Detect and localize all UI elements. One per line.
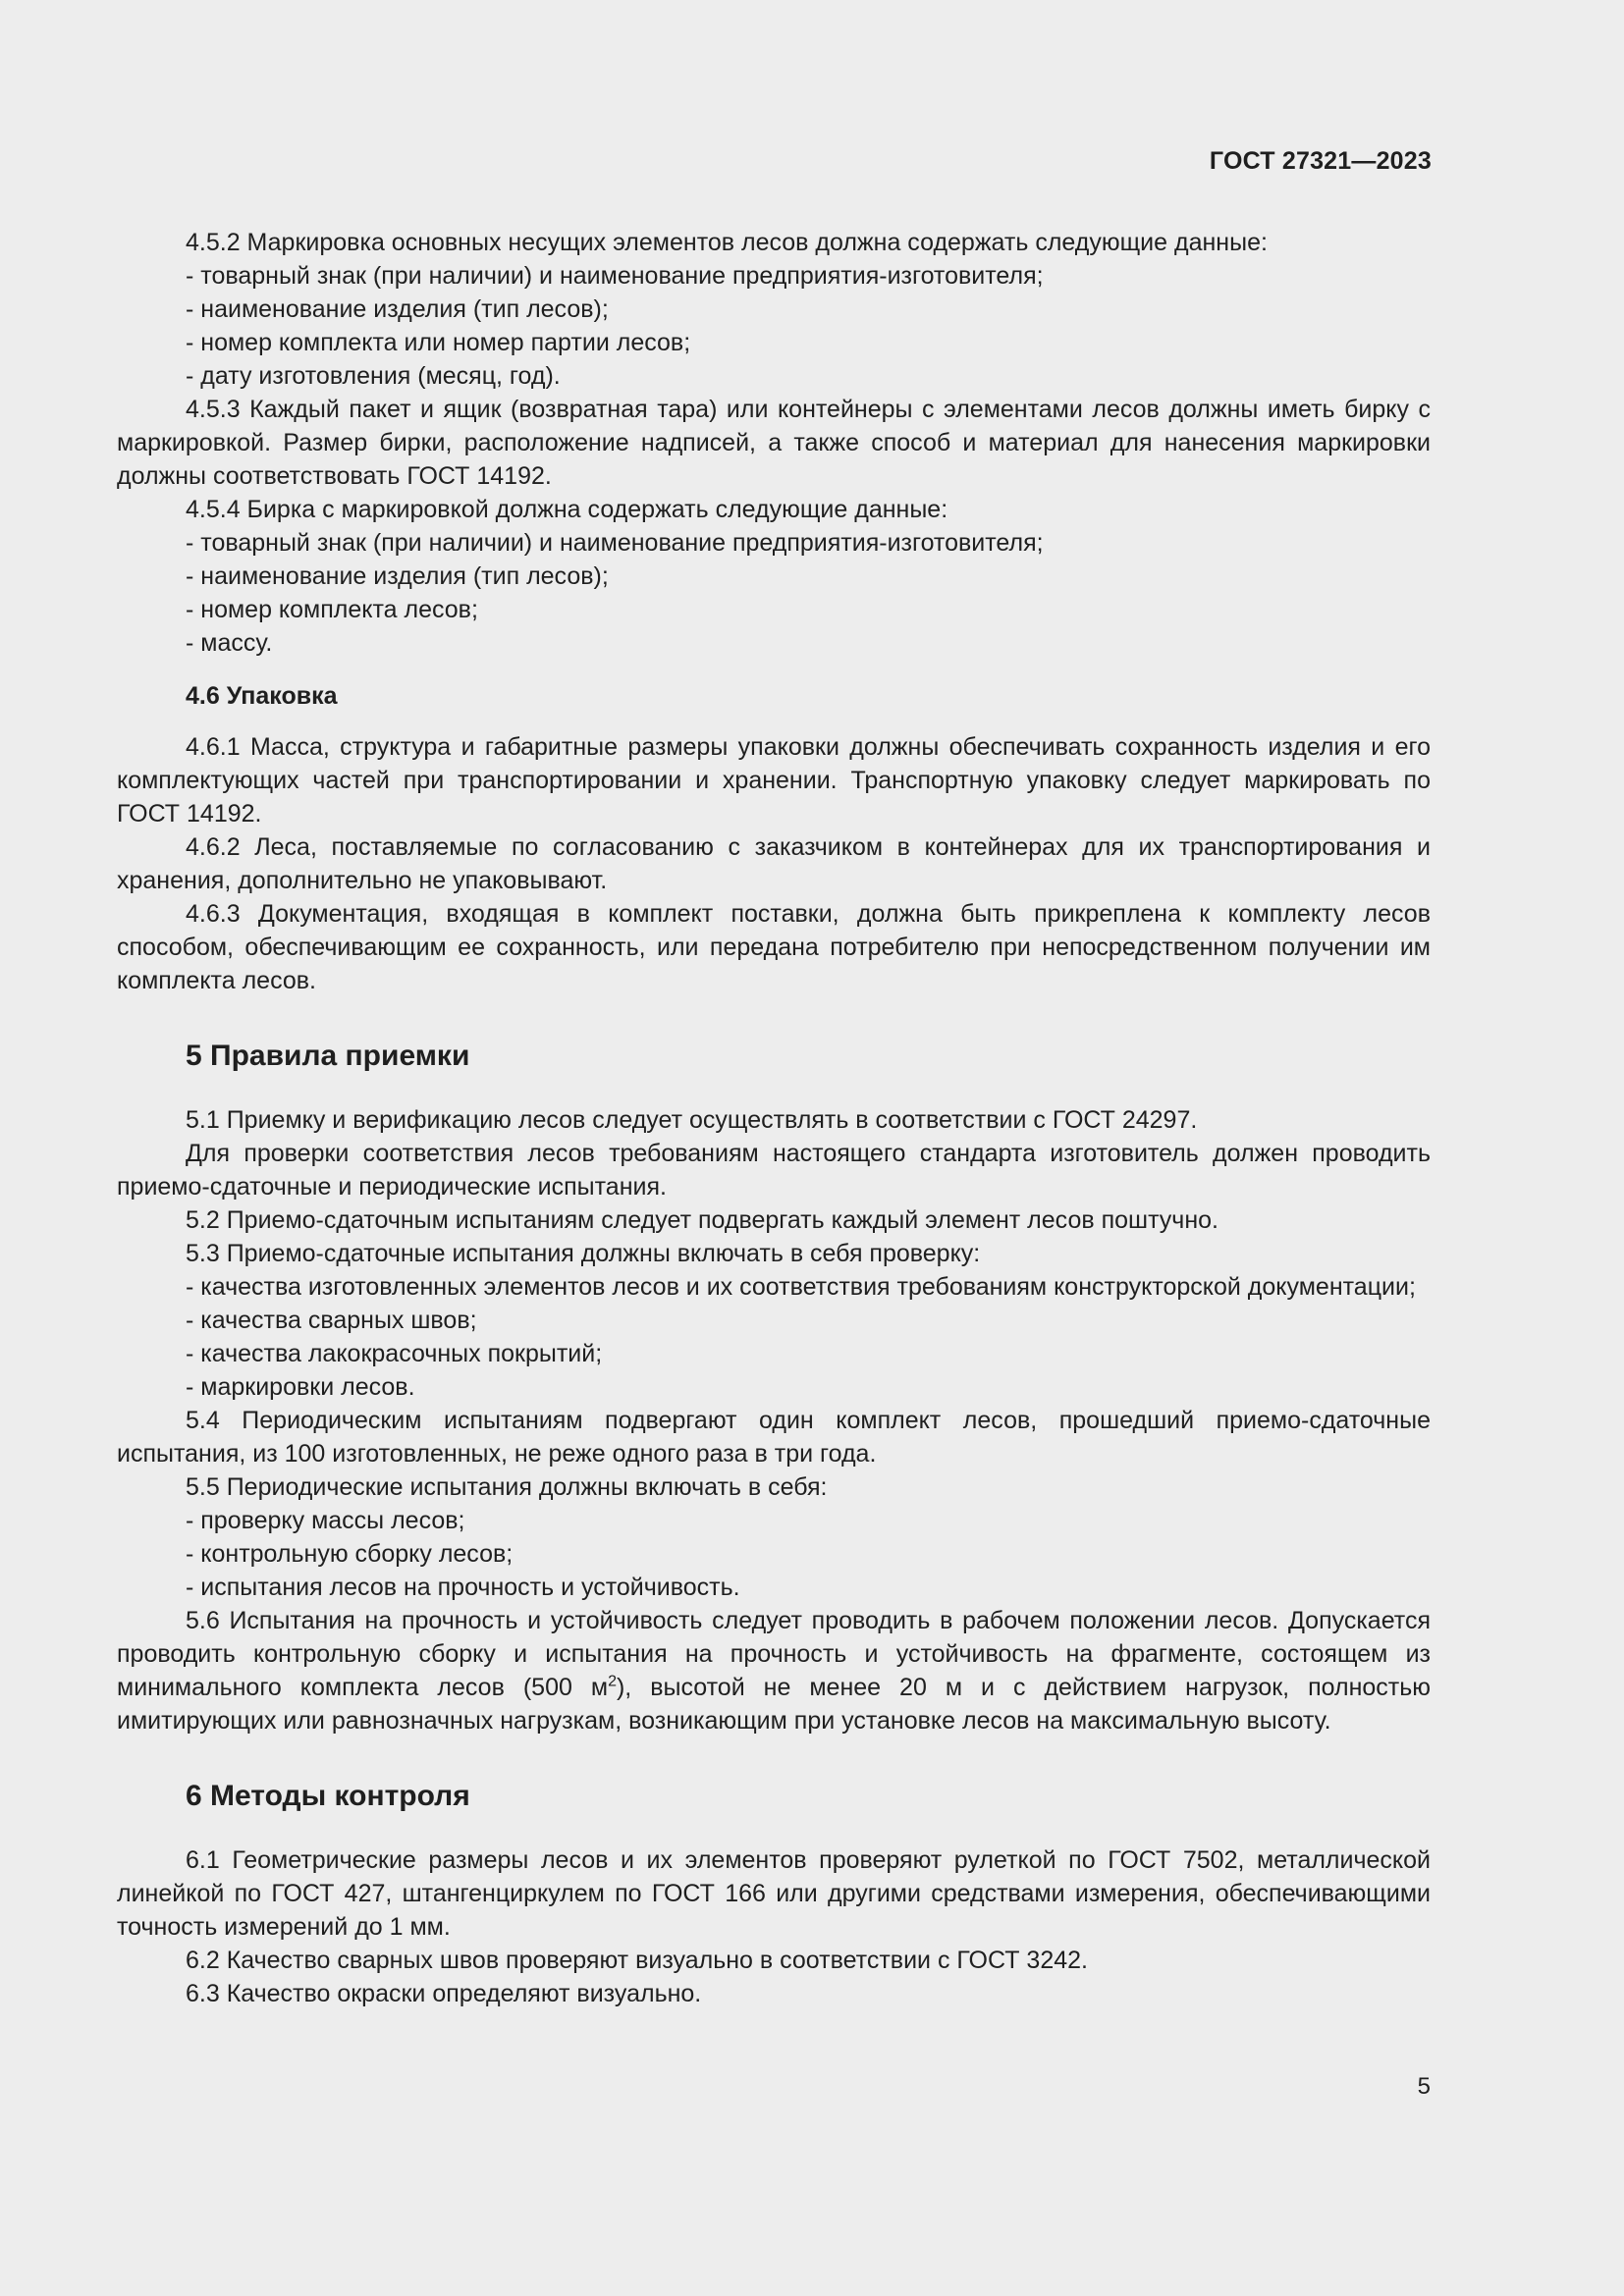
list-item: - качества лакокрасочных покрытий; xyxy=(186,1340,603,1367)
clause-4-6-2: 4.6.2 Леса, поставляемые по согласованию с заказчиком в контейнерах для их транспортирования и хранения, дополнительно не упаковывают. xyxy=(117,833,1431,894)
clause-5-5: 5.5 Периодические испытания должны включать в себя: xyxy=(186,1473,828,1501)
list-item: - проверку массы лесов; xyxy=(186,1507,465,1534)
clause-6-1: 6.1 Геометрические размеры лесов и их элементов проверяют рулеткой по ГОСТ 7502, металлической линейкой по ГОСТ 427, штангенциркулем по ГОСТ 166 или другими средствами измерения, обеспечивающими точность измерений до 1 мм. xyxy=(117,1846,1431,1941)
clause-4-5-3: 4.5.3 Каждый пакет и ящик (возвратная тара) или контейнеры с элементами лесов должны иметь бирку с маркировкой. Размер бирки, расположение надписей, а также способ и материал для нанесения маркировки должны соответствовать ГОСТ 14192. xyxy=(117,396,1431,490)
list-item: - испытания лесов на прочность и устойчивость. xyxy=(186,1574,740,1601)
list-item: - маркировки лесов. xyxy=(186,1373,415,1401)
clause-6-2: 6.2 Качество сварных швов проверяют визуально в соответствии с ГОСТ 3242. xyxy=(186,1947,1088,1974)
clause-5-3: 5.3 Приемо-сдаточные испытания должны включать в себя проверку: xyxy=(186,1240,981,1267)
list-item: - товарный знак (при наличии) и наименование предприятия-изготовителя; xyxy=(186,529,1044,557)
clause-6-3: 6.3 Качество окраски определяют визуально. xyxy=(186,1980,702,2007)
clause-5-1: 5.1 Приемку и верификацию лесов следует осуществлять в соответствии с ГОСТ 24297. xyxy=(186,1106,1198,1134)
clause-5-1-continued: Для проверки соответствия лесов требованиям настоящего стандарта изготовитель должен проводить приемо-сдаточные и периодические испытания. xyxy=(117,1140,1431,1201)
section-heading-6: 6 Методы контроля xyxy=(186,1780,470,1812)
page-number: 5 xyxy=(1417,2073,1431,2100)
clause-5-4: 5.4 Периодическим испытаниям подвергают один комплект лесов, прошедший приемо-сдаточные испытания, из 100 изготовленных, не реже одного раза в три года. xyxy=(117,1407,1431,1468)
list-item: - качества изготовленных элементов лесов и их соответствия требованиям конструкторской документации; xyxy=(186,1273,1416,1301)
clause-4-6-1: 4.6.1 Масса, структура и габаритные размеры упаковки должны обеспечивать сохранность изделия и его комплектующих частей при транспортировании и хранении. Транспортную упаковку следует маркировать по ГОСТ 14192. xyxy=(117,733,1431,828)
clause-5-2: 5.2 Приемо-сдаточным испытаниям следует подвергать каждый элемент лесов поштучно. xyxy=(186,1206,1218,1234)
subsection-heading-4-6: 4.6 Упаковка xyxy=(186,682,338,710)
list-item: - наименование изделия (тип лесов); xyxy=(186,562,609,590)
list-item: - качества сварных швов; xyxy=(186,1307,477,1334)
list-item: - товарный знак (при наличии) и наименование предприятия-изготовителя; xyxy=(186,262,1044,290)
list-item: - массу. xyxy=(186,629,273,657)
list-item: - контрольную сборку лесов; xyxy=(186,1540,514,1568)
clause-5-6-text-b: ), высотой не менее 20 м и с действием нагрузок, полностью имитирующих или равнозначных нагрузкам, возникающим при установке лесов на максимальную высоту. xyxy=(117,1674,1432,1735)
clause-5-6-text-a: 5.6 Испытания на прочность и устойчивость следует проводить в рабочем положении лесов. Допускается проводить контрольную сборку и испытания на прочность и устойчивость на фрагменте, состоящем из минимального комплекта лесов (500 м xyxy=(117,1607,1431,1701)
clause-4-6-3: 4.6.3 Документация, входящая в комплект поставки, должна быть прикреплена к комплекту лесов способом, обеспечивающим ее сохранность, или передана потребителю при непосредственном получении им комплекта лесов. xyxy=(117,900,1431,994)
standard-header: ГОСТ 27321—2023 xyxy=(1209,147,1432,175)
list-item: - наименование изделия (тип лесов); xyxy=(186,295,609,323)
document-body xyxy=(117,226,1431,2010)
section-heading-5: 5 Правила приемки xyxy=(186,1040,470,1072)
clause-5-6 xyxy=(117,1604,1431,1737)
superscript-exponent: 2 xyxy=(608,1673,617,1690)
list-item: - дату изготовления (месяц, год). xyxy=(186,362,561,390)
list-item: - номер комплекта лесов; xyxy=(186,596,478,623)
list-item: - номер комплекта или номер партии лесов; xyxy=(186,329,691,356)
clause-4-5-4: 4.5.4 Бирка с маркировкой должна содержать следующие данные: xyxy=(186,496,948,523)
clause-4-5-2: 4.5.2 Маркировка основных несущих элементов лесов должна содержать следующие данные: xyxy=(186,229,1268,256)
